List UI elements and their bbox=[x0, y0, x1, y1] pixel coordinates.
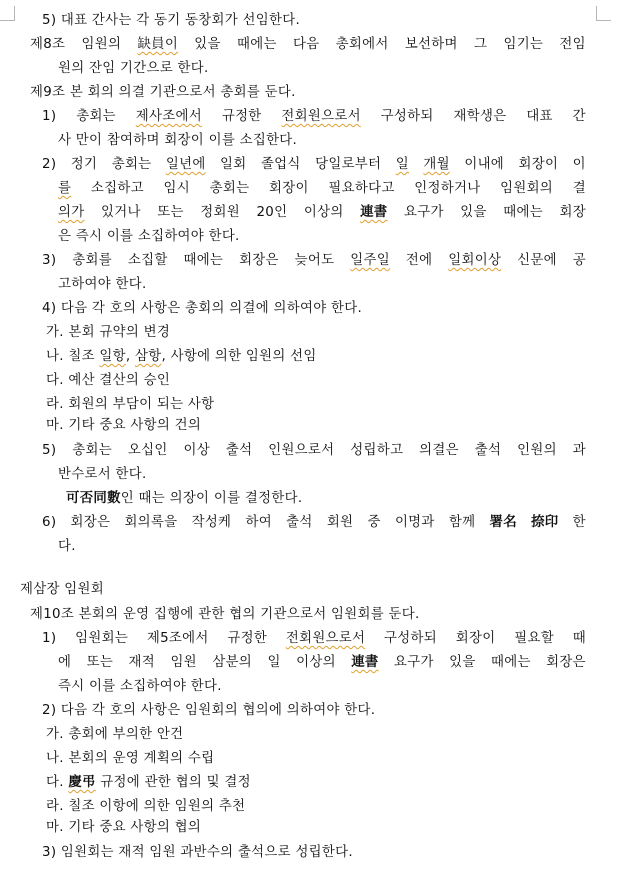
article-8-word: 있을 bbox=[194, 37, 221, 52]
word: 일 bbox=[395, 157, 409, 172]
word: 회장은 bbox=[70, 515, 111, 530]
article-9-item-1-line-2: 사 만이 참여하며 회장이 이를 소집한다. bbox=[58, 133, 298, 148]
word: 총회는 bbox=[76, 109, 116, 124]
word: 일회이상 bbox=[448, 253, 502, 268]
word: 때 bbox=[572, 631, 586, 646]
word: 회장 bbox=[559, 205, 586, 220]
word: 2) bbox=[42, 157, 57, 172]
word: 회원 bbox=[326, 515, 354, 530]
word: 이명과 bbox=[394, 515, 435, 530]
word: 있을 bbox=[449, 655, 476, 670]
word: 때에는 bbox=[503, 205, 543, 220]
word: 전회원으로서 bbox=[285, 631, 366, 646]
word: 출석 bbox=[474, 443, 502, 458]
word: 일주일 bbox=[350, 253, 390, 268]
word: 과 bbox=[572, 443, 586, 458]
word: 신문에 bbox=[517, 253, 557, 268]
word: , bbox=[125, 349, 135, 364]
word: 출석 bbox=[286, 515, 313, 530]
word: 당일로부터 bbox=[315, 157, 382, 172]
article-10-item-2-na: 나. 본회의 운영 계획의 수립 bbox=[46, 751, 215, 766]
word: 의가 bbox=[58, 205, 85, 220]
article-10-item-2-da bbox=[46, 775, 251, 791]
article-9-item-4-na bbox=[46, 349, 317, 365]
word: 총회를 bbox=[72, 253, 112, 268]
word: 하여 bbox=[245, 515, 272, 530]
word: 또는 bbox=[86, 655, 114, 670]
word: 총회는 bbox=[72, 443, 112, 458]
article-8-line-1 bbox=[30, 37, 586, 53]
article-10-item-1-line-3: 즉시 이를 소집하여야 한다. bbox=[58, 679, 222, 694]
article-8-word: 缺員이 bbox=[137, 37, 179, 52]
word: 이상 bbox=[183, 443, 210, 458]
article-8-word: 전임 bbox=[559, 37, 586, 52]
word: 捺印 bbox=[531, 515, 559, 530]
word: , 사항에 의한 임원의 선임 bbox=[161, 349, 317, 364]
article-10-item-2: 2) 다음 각 호의 사항은 임원회의 협의에 의하여야 한다. bbox=[42, 703, 376, 718]
word: 인원으로서 bbox=[268, 443, 335, 458]
word: 署名 bbox=[489, 515, 517, 530]
word: 제사조에서 bbox=[135, 109, 202, 124]
word: 1) bbox=[42, 631, 57, 646]
article-9-item-4-ma: 마. 기타 중요 사항의 건의 bbox=[46, 418, 202, 433]
word: 늦어도 bbox=[294, 253, 335, 268]
word: 재학생은 bbox=[453, 109, 507, 124]
word: 정회원 bbox=[200, 205, 240, 220]
word: 5) bbox=[42, 443, 57, 458]
article-9-item-4-da: 다. 예산 결산의 승인 bbox=[46, 373, 171, 388]
word: 임원 bbox=[170, 655, 197, 670]
article-9-heading: 제9조 본 회의 의결 기관으로서 총회를 둔다. bbox=[30, 85, 296, 100]
word: 6) bbox=[42, 515, 57, 530]
word: 요구가 bbox=[404, 205, 444, 220]
word: 재적 bbox=[128, 655, 156, 670]
word: 규정에 관한 협의 및 결정 bbox=[95, 775, 251, 790]
word: 함께 bbox=[448, 515, 476, 530]
article-9-item-2-line-1 bbox=[42, 157, 586, 173]
word: 한 bbox=[572, 515, 586, 530]
word: 요구가 bbox=[394, 655, 434, 670]
word: 회의록을 bbox=[124, 515, 178, 530]
word: 를 bbox=[58, 181, 72, 196]
word: 공 bbox=[572, 253, 586, 268]
word: 20인 bbox=[256, 205, 288, 220]
word: 3) bbox=[42, 253, 57, 268]
word: 출석 bbox=[225, 443, 253, 458]
word: 慶弔 bbox=[68, 775, 96, 790]
article-9-item-6-line-2: 다. bbox=[58, 539, 76, 554]
word: 성립하고 bbox=[350, 443, 404, 458]
word: 때에는 bbox=[491, 655, 531, 670]
word: 連書 bbox=[360, 205, 388, 220]
word: 오십인 bbox=[127, 443, 168, 458]
word: 전회원으로서 bbox=[281, 109, 361, 124]
clause-7-item-5: 5) 대표 간사는 각 동기 동창회가 선임한다. bbox=[42, 13, 301, 28]
word: 의결은 bbox=[419, 443, 459, 458]
word: 1) bbox=[42, 109, 57, 124]
article-9-item-3-line-1 bbox=[42, 253, 586, 269]
word: 連書 bbox=[351, 655, 379, 670]
word: 회장은 bbox=[239, 253, 279, 268]
article-9-item-5-line-3 bbox=[66, 491, 302, 507]
article-8-label: 제8조 bbox=[30, 37, 66, 52]
word: 총회는 bbox=[209, 181, 250, 196]
article-10-item-2-ra: 라. 칠조 이항에 의한 임원의 추천 bbox=[46, 799, 246, 814]
word: 임원회의 bbox=[500, 181, 554, 196]
word: 회장이 bbox=[455, 631, 496, 646]
word: 소집하고 bbox=[90, 181, 144, 196]
article-8-word: 임원의 bbox=[81, 37, 122, 52]
word: 규정한 bbox=[227, 631, 268, 646]
word: 일년에 bbox=[165, 157, 206, 172]
article-9-item-4-ga: 가. 본회 규약의 변경 bbox=[46, 325, 171, 340]
article-9-item-1-line-1 bbox=[42, 109, 586, 125]
word: 규정한 bbox=[221, 109, 262, 124]
word: 可否同數 bbox=[66, 491, 121, 506]
word: 구성하되 bbox=[380, 109, 434, 124]
article-10-item-3: 3) 임원회는 재적 임원 과반수의 출석으로 성립한다. bbox=[42, 845, 353, 860]
crop-mark-top-right bbox=[596, 6, 611, 21]
word: 일회 bbox=[220, 157, 247, 172]
article-8-word: 때에는 bbox=[237, 37, 277, 52]
word: 일 bbox=[267, 655, 281, 670]
word: 인 때는 의장이 이를 결정한다. bbox=[120, 491, 303, 506]
article-9-item-5-line-1 bbox=[42, 443, 586, 459]
article-9-item-5-line-2: 반수로서 한다. bbox=[58, 467, 147, 482]
word: 이상의 bbox=[303, 205, 344, 220]
word: 있거나 bbox=[101, 205, 141, 220]
article-10-heading: 제10조 본회의 운영 집행에 관한 협의 기관으로서 임원회를 둔다. bbox=[30, 607, 420, 622]
word: 일항 bbox=[99, 349, 126, 364]
word: 총회는 bbox=[111, 157, 152, 172]
word: 인원의 bbox=[517, 443, 557, 458]
article-8-word: 총회에서 bbox=[335, 37, 389, 52]
word: 임시 bbox=[163, 181, 190, 196]
word: 있을 bbox=[460, 205, 487, 220]
article-8-word: 그 bbox=[473, 37, 488, 52]
word: 제5조에서 bbox=[146, 631, 209, 646]
word: 나. 칠조 bbox=[46, 349, 100, 364]
article-8-word: 다음 bbox=[292, 37, 320, 52]
word: 필요할 bbox=[514, 631, 554, 646]
word: 간 bbox=[572, 109, 586, 124]
article-9-item-4: 4) 다음 각 호의 사항은 총회의 의결에 의하여야 한다. bbox=[42, 301, 363, 316]
word: 전에 bbox=[405, 253, 433, 268]
word: 회장이 bbox=[518, 157, 559, 172]
word: 다. bbox=[46, 775, 69, 790]
word: 개월 bbox=[423, 157, 450, 172]
article-9-item-2-line-3 bbox=[58, 205, 586, 221]
word: 이내에 bbox=[464, 157, 505, 172]
word: 때에는 bbox=[183, 253, 224, 268]
word: 임원회는 bbox=[75, 631, 129, 646]
article-10-item-1-line-1 bbox=[42, 631, 586, 647]
word: 졸업식 bbox=[260, 157, 301, 172]
word: 작성케 bbox=[191, 515, 232, 530]
word: 이 bbox=[572, 157, 586, 172]
article-8-word: 보선하며 bbox=[404, 37, 458, 52]
word: 삼항 bbox=[135, 349, 162, 364]
chapter-3-heading: 제삼장 임원회 bbox=[20, 582, 104, 597]
word: 인정하거나 bbox=[414, 181, 481, 196]
article-9-item-3-line-2: 고하여야 한다. bbox=[58, 277, 147, 292]
word: 회장은 bbox=[546, 655, 586, 670]
article-9-item-2-line-2 bbox=[58, 181, 586, 197]
word: 삼분의 bbox=[212, 655, 253, 670]
article-10-item-2-ma: 마. 기타 중요 사항의 협의 bbox=[46, 820, 202, 835]
word: 결 bbox=[572, 181, 586, 196]
article-9-item-6-line-1 bbox=[42, 515, 586, 531]
word: 회장이 bbox=[269, 181, 309, 196]
word: 대표 bbox=[526, 109, 553, 124]
word: 또는 bbox=[157, 205, 184, 220]
article-9-item-4-ra: 라. 회원의 부담이 되는 사항 bbox=[46, 397, 215, 412]
crop-mark-top-left bbox=[0, 6, 15, 21]
article-10-item-1-line-2 bbox=[58, 655, 586, 671]
word: 에 bbox=[58, 655, 72, 670]
article-10-item-2-ga: 가. 총회에 부의한 안건 bbox=[46, 727, 184, 742]
word: 이상의 bbox=[296, 655, 336, 670]
word: 소집할 bbox=[127, 253, 168, 268]
word: 중 bbox=[367, 515, 381, 530]
article-8-word: 임기는 bbox=[503, 37, 544, 52]
word: 구성하되 bbox=[384, 631, 437, 646]
word: 정기 bbox=[70, 157, 98, 172]
article-9-item-2-line-4: 은 즉시 이를 소집하여야 한다. bbox=[58, 229, 240, 244]
article-8-line-2: 원의 잔임 기간으로 한다. bbox=[58, 61, 209, 76]
word: 필요하다고 bbox=[328, 181, 395, 196]
